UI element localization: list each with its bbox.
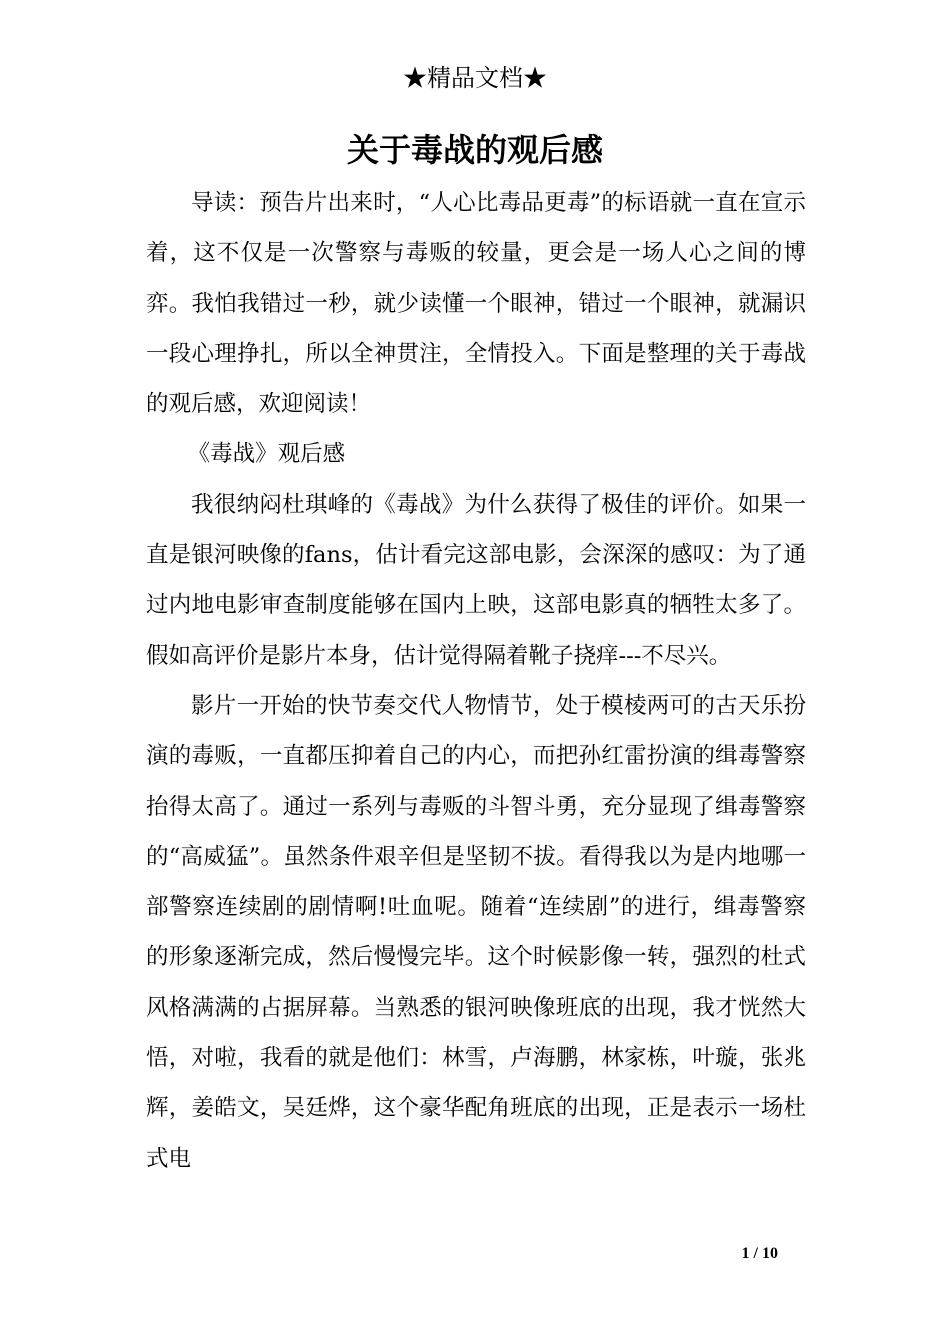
- intro-paragraph: 导读：预告片出来时，“人心比毒品更毒”的标语就一直在宣示着，这不仅是一次警察与毒贩的较量，更会是一场人心之间的博弈。我怕我错过一秒，就少读懂一个眼神，错过一个眼神，就漏识一段心理挣扎，所以全神贯注，全情投入。下面是整理的关于毒战的观后感，欢迎阅读！: [146, 190, 806, 418]
- body-paragraph: 我很纳闷杜琪峰的《毒战》为什么获得了极佳的评价。如果一直是银河映像的fans，估计看完这部电影，会深深的感叹：为了通过内地电影审查制度能够在国内上映，这部电影真的牺牲太多了。假如高评价是影片本身，估计觉得隔着靴子挠痒---不尽兴。: [146, 491, 806, 669]
- section-heading: 《毒战》观后感: [187, 441, 346, 468]
- document-header: ★精品文档★: [403, 64, 547, 92]
- document-title: 关于毒战的观后感: [346, 131, 603, 169]
- document-body: [146, 178, 806, 1184]
- body-paragraph: 影片一开始的快节奏交代人物情节，处于模棱两可的古天乐扮演的毒贩，一直都压抑着自己的内心，而把孙红雷扮演的缉毒警察抬得太高了。通过一系列与毒贩的斗智斗勇，充分显现了缉毒警察的“高威猛”。虽然条件艰辛但是坚韧不拔。看得我以为是内地哪一部警察连续剧的剧情啊!吐血呢。随着“连续剧”的进行，缉毒警察的形象逐渐完成，然后慢慢完毕。这个时候影像一转，强烈的杜式风格满满的占据屏幕。当熟悉的银河映像班底的出现，我才恍然大悟，对啦，我看的就是他们：林雪，卢海鹏，林家栋，叶璇，张兆辉，姜皓文，吴廷烨，这个豪华配角班底的出现，正是表示一场杜式电: [146, 692, 806, 1172]
- page-number: 1 / 10: [741, 1245, 778, 1262]
